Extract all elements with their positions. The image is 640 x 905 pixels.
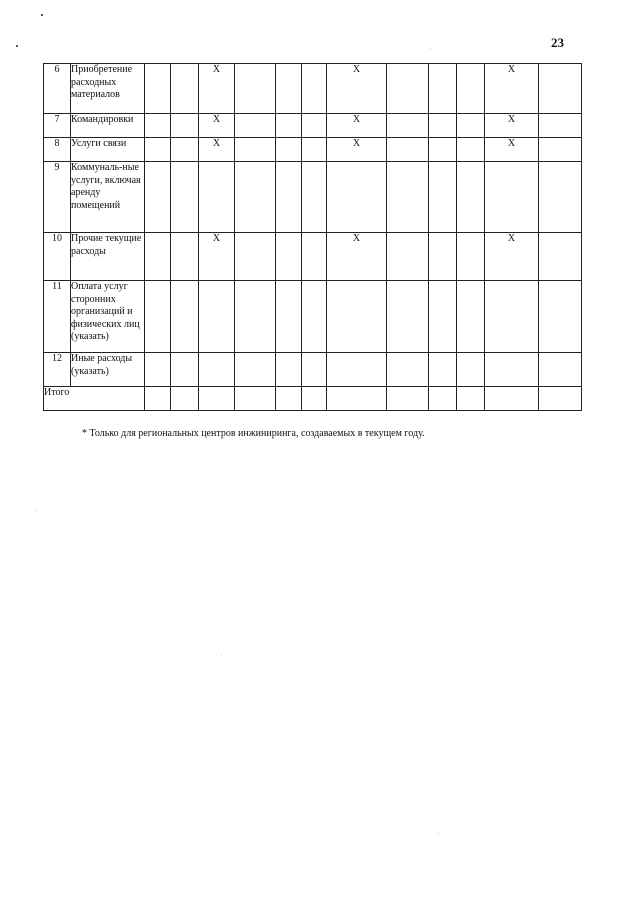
empty-cell — [457, 353, 485, 387]
total-row — [44, 387, 582, 411]
empty-cell — [235, 233, 276, 281]
empty-cell — [387, 233, 429, 281]
mark-cell: X — [199, 138, 235, 162]
row-name: Иные расходы (указать) — [71, 353, 145, 387]
table-row — [44, 162, 582, 233]
empty-cell — [429, 162, 457, 233]
empty-cell — [276, 162, 302, 233]
mark-cell: X — [327, 114, 387, 138]
empty-cell — [145, 64, 171, 114]
empty-cell — [145, 138, 171, 162]
empty-cell — [276, 114, 302, 138]
empty-cell — [145, 281, 171, 353]
empty-cell — [539, 114, 582, 138]
empty-cell — [235, 387, 276, 411]
table-row — [44, 233, 582, 281]
empty-cell — [387, 114, 429, 138]
row-number: 8 — [44, 138, 71, 162]
mark-cell: X — [327, 233, 387, 281]
empty-cell — [235, 281, 276, 353]
empty-cell — [485, 162, 539, 233]
row-number: 10 — [44, 233, 71, 281]
scan-speck — [36, 510, 37, 511]
empty-cell — [145, 233, 171, 281]
empty-cell — [485, 353, 539, 387]
empty-cell — [302, 353, 327, 387]
empty-cell — [235, 114, 276, 138]
empty-cell — [429, 114, 457, 138]
empty-cell — [429, 64, 457, 114]
empty-cell — [327, 162, 387, 233]
empty-cell — [457, 138, 485, 162]
empty-cell — [145, 162, 171, 233]
empty-cell — [485, 387, 539, 411]
row-number: 9 — [44, 162, 71, 233]
empty-cell — [276, 387, 302, 411]
row-number: 11 — [44, 281, 71, 353]
empty-cell — [276, 64, 302, 114]
empty-cell — [171, 353, 199, 387]
empty-cell — [327, 281, 387, 353]
row-name: Командировки — [71, 114, 145, 138]
empty-cell — [539, 281, 582, 353]
page-number: 23 — [551, 35, 564, 50]
empty-cell — [235, 353, 276, 387]
empty-cell — [387, 162, 429, 233]
empty-cell — [276, 138, 302, 162]
empty-cell — [457, 387, 485, 411]
mark-cell: X — [485, 138, 539, 162]
scan-speck — [41, 14, 43, 16]
empty-cell — [327, 387, 387, 411]
empty-cell — [302, 387, 327, 411]
empty-cell — [539, 138, 582, 162]
empty-cell — [302, 162, 327, 233]
empty-cell — [199, 353, 235, 387]
empty-cell — [429, 233, 457, 281]
empty-cell — [235, 64, 276, 114]
empty-cell — [539, 387, 582, 411]
table-row — [44, 114, 582, 138]
empty-cell — [276, 233, 302, 281]
empty-cell — [387, 64, 429, 114]
empty-cell — [387, 138, 429, 162]
scan-speck — [221, 655, 222, 656]
table-row — [44, 281, 582, 353]
mark-cell: X — [485, 114, 539, 138]
empty-cell — [276, 281, 302, 353]
empty-cell — [539, 64, 582, 114]
empty-cell — [429, 387, 457, 411]
empty-cell — [171, 281, 199, 353]
empty-cell — [457, 281, 485, 353]
empty-cell — [457, 64, 485, 114]
empty-cell — [145, 387, 171, 411]
empty-cell — [429, 281, 457, 353]
empty-cell — [429, 138, 457, 162]
empty-cell — [235, 162, 276, 233]
mark-cell: X — [485, 64, 539, 114]
total-label: Итого — [44, 387, 145, 411]
footnote: * Только для региональных центров инжиниринга, создаваемых в текущем году. — [82, 428, 425, 439]
scan-speck — [16, 45, 18, 47]
mark-cell: X — [327, 64, 387, 114]
row-number: 6 — [44, 64, 71, 114]
empty-cell — [457, 162, 485, 233]
empty-cell — [457, 233, 485, 281]
table-row — [44, 353, 582, 387]
row-name: Оплата услуг сторонних организаций и физических лиц (указать) — [71, 281, 145, 353]
empty-cell — [539, 233, 582, 281]
empty-cell — [171, 162, 199, 233]
row-name: Коммуналь-ные услуги, включая аренду помещений — [71, 162, 145, 233]
expenses-table — [43, 63, 582, 411]
empty-cell — [235, 138, 276, 162]
empty-cell — [302, 138, 327, 162]
empty-cell — [302, 233, 327, 281]
empty-cell — [302, 114, 327, 138]
empty-cell — [387, 353, 429, 387]
empty-cell — [199, 387, 235, 411]
row-name: Прочие текущие расходы — [71, 233, 145, 281]
empty-cell — [302, 281, 327, 353]
empty-cell — [171, 64, 199, 114]
mark-cell: X — [199, 114, 235, 138]
empty-cell — [276, 353, 302, 387]
mark-cell: X — [327, 138, 387, 162]
scan-speck — [430, 48, 431, 49]
row-number: 7 — [44, 114, 71, 138]
empty-cell — [199, 281, 235, 353]
empty-cell — [387, 281, 429, 353]
empty-cell — [145, 114, 171, 138]
empty-cell — [145, 353, 171, 387]
empty-cell — [485, 281, 539, 353]
empty-cell — [171, 233, 199, 281]
table-row — [44, 64, 582, 114]
mark-cell: X — [485, 233, 539, 281]
empty-cell — [171, 138, 199, 162]
row-name: Услуги связи — [71, 138, 145, 162]
empty-cell — [429, 353, 457, 387]
scan-speck — [438, 833, 439, 834]
empty-cell — [387, 387, 429, 411]
empty-cell — [539, 353, 582, 387]
table-row — [44, 138, 582, 162]
empty-cell — [327, 353, 387, 387]
mark-cell: X — [199, 233, 235, 281]
empty-cell — [171, 387, 199, 411]
empty-cell — [457, 114, 485, 138]
empty-cell — [171, 114, 199, 138]
empty-cell — [539, 162, 582, 233]
mark-cell: X — [199, 64, 235, 114]
empty-cell — [199, 162, 235, 233]
row-number: 12 — [44, 353, 71, 387]
row-name: Приобретение расходных материалов — [71, 64, 145, 114]
empty-cell — [302, 64, 327, 114]
